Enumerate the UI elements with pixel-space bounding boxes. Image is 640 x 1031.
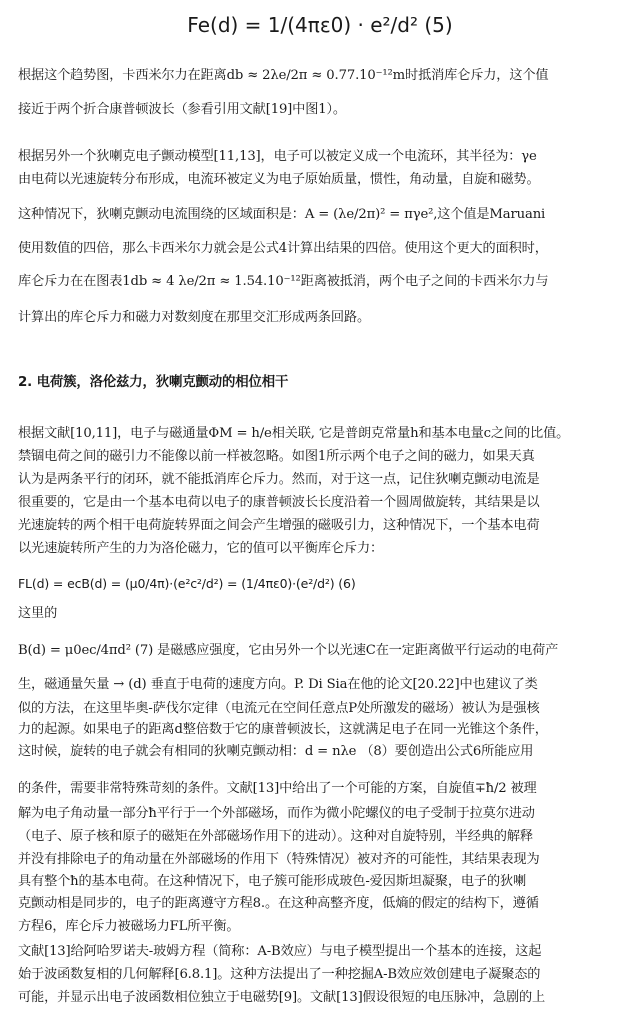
paragraph-1-line-2: 接近于两个折合康普顿波长（参看引用文献[19]中图1）。 — [18, 102, 346, 117]
paragraph-2-line-4: 使用数值的四倍，那么卡西米尔力就会是公式4计算出结果的四倍。使用这个更大的面积时， — [18, 241, 548, 256]
paragraph-3-line-6: 以光速旋转所产生的力为洛伦磁力，它的值可以平衡库仑斥力： — [18, 541, 384, 556]
paragraph-4-line-5: 的条件，需要非常特殊苛刻的条件。文献[13]中给出了一个可能的方案，自旋值∓ħ/2 被理 — [18, 781, 537, 796]
paragraph-2-line-6: 计算出的库仑斥力和磁力对数刻度在那里交汇形成两条回路。 — [18, 310, 371, 325]
paragraph-3-line-1: 根据文献[10,11]，电子与磁通量ΦM = h/e相关联, 它是普朗克常量h和基本电量c之间的比值。 — [18, 426, 570, 441]
paragraph-4-line-3: 力的起源。如果电子的距离d整倍数于它的康普顿波长，这就满足电子在同一光锥这个条件， — [18, 722, 548, 737]
paragraph-3-line-2: 禁锢电荷之间的磁引力不能像以前一样被忽略。如图1所示两个电子之间的磁力，如果天真 — [18, 449, 535, 464]
paragraph-2-line-5: 库仑斥力在在图表1db ≈ 4 λe/2π ≈ 1.54.10⁻¹²距离被抵消，两个电子之间的卡西米尔力与 — [18, 274, 549, 289]
section-2-heading: 2. 电荷簇，洛伦兹力，狄喇克颤动的相位相干 — [18, 375, 289, 390]
equation-6: FL(d) = ecB(d) = (μ0/4π)·(e²c²/d²) = (1/4πε0)·(e²/d²) (6) — [18, 576, 356, 591]
here-label: 这里的 — [18, 606, 58, 621]
paragraph-4-line-9: 具有整个ħ的基本电荷。在这种情况下，电子簇可能形成玻色-爱因斯坦凝聚，电子的狄喇 — [18, 874, 527, 889]
paragraph-4-line-6: 解为电子角动量一部分ħ平行于一个外部磁场，而作为微小陀螺仪的电子受制于拉莫尔进动 — [18, 806, 535, 821]
paragraph-4-line-10: 克颤动相是同步的，电子的距离遵守方程8.。在这种高整齐度，低熵的假定的结构下，遵循 — [18, 896, 539, 911]
paragraph-4-line-8: 并没有排除电子的角动量在外部磁场的作用下（特殊情况）被对齐的可能性，其结果表现为 — [18, 852, 540, 867]
paragraph-2-line-2: 由电荷以光速旋转分布形成，电流环被定义为电子原始质量，惯性，角动量，自旋和磁势。 — [18, 172, 540, 187]
paragraph-4-line-2: 似的方法，在这里毕奥-萨伐尔定律（电流元在空间任意点P处所激发的磁场）被认为是强核 — [18, 701, 540, 716]
paragraph-4-line-4: 这时候，旋转的电子就会有相同的狄喇克颤动相：d = nλe （8）要创造出公式6所能应用 — [18, 744, 534, 759]
paragraph-5-line-1: 文献[13]给阿哈罗诺夫-玻姆方程（简称：A-B效应）与电子模型提出一个基本的连接，这起 — [18, 944, 542, 959]
paragraph-4-line-7: （电子、原子核和原子的磁矩在外部磁场作用下的进动）。这种对自旋特别，半经典的解释 — [18, 829, 533, 844]
equation-5: Fe(d) = 1/(4πε0) · e²/d² (5) — [187, 13, 453, 37]
paragraph-4-line-11: 方程6，库仑斥力被磁场力FL所平衡。 — [18, 919, 240, 934]
paragraph-3-line-4: 很重要的，它是由一个基本电荷以电子的康普顿波长长度沿着一个圆周做旋转，其结果是以 — [18, 495, 540, 510]
paragraph-2-line-1: 根据另外一个狄喇克电子颤动模型[11,13]，电子可以被定义成一个电流环，其半径为：γe — [18, 149, 537, 164]
paragraph-3-line-3: 认为是两条平行的闭环，就不能抵消库仑斥力。然而，对于这一点，记住狄喇克颤动电流是 — [18, 472, 540, 487]
paragraph-4-line-1: 生，磁通量矢量 → (d) 垂直于电荷的速度方向。P. Di Sia在他的论文[20.22]中也建议了类 — [18, 677, 538, 692]
paragraph-2-line-3: 这种情况下，狄喇克颤动电流围绕的区域面积是：A = (λe/2π)² = πγe²,这个值是Maruani — [18, 207, 546, 222]
equation-7-line: B(d) = μ0ec/4πd² (7) 是磁感应强度，它由另外一个以光速C在一定距离做平行运动的电荷产 — [18, 643, 559, 658]
paragraph-5-line-3: 可能，并显示出电子波函数相位独立于电磁势[9]。文献[13]假设很短的电压脉冲，急剧的上 — [18, 990, 546, 1005]
paragraph-5-line-2: 始于波函数复相的几何解释[6.8.1]。这种方法提出了一种挖掘A-B效应效创建电子凝聚态的 — [18, 967, 541, 982]
paragraph-3-line-5: 光速旋转的两个相干电荷旋转界面之间会产生增强的磁吸引力，这种情况下，一个基本电荷 — [18, 518, 540, 533]
paragraph-1-line-1: 根据这个趋势图，卡西米尔力在距离db ≈ 2λe/2π ≈ 0.77.10⁻¹²m时抵消库仑斥力，这个值 — [18, 68, 549, 83]
